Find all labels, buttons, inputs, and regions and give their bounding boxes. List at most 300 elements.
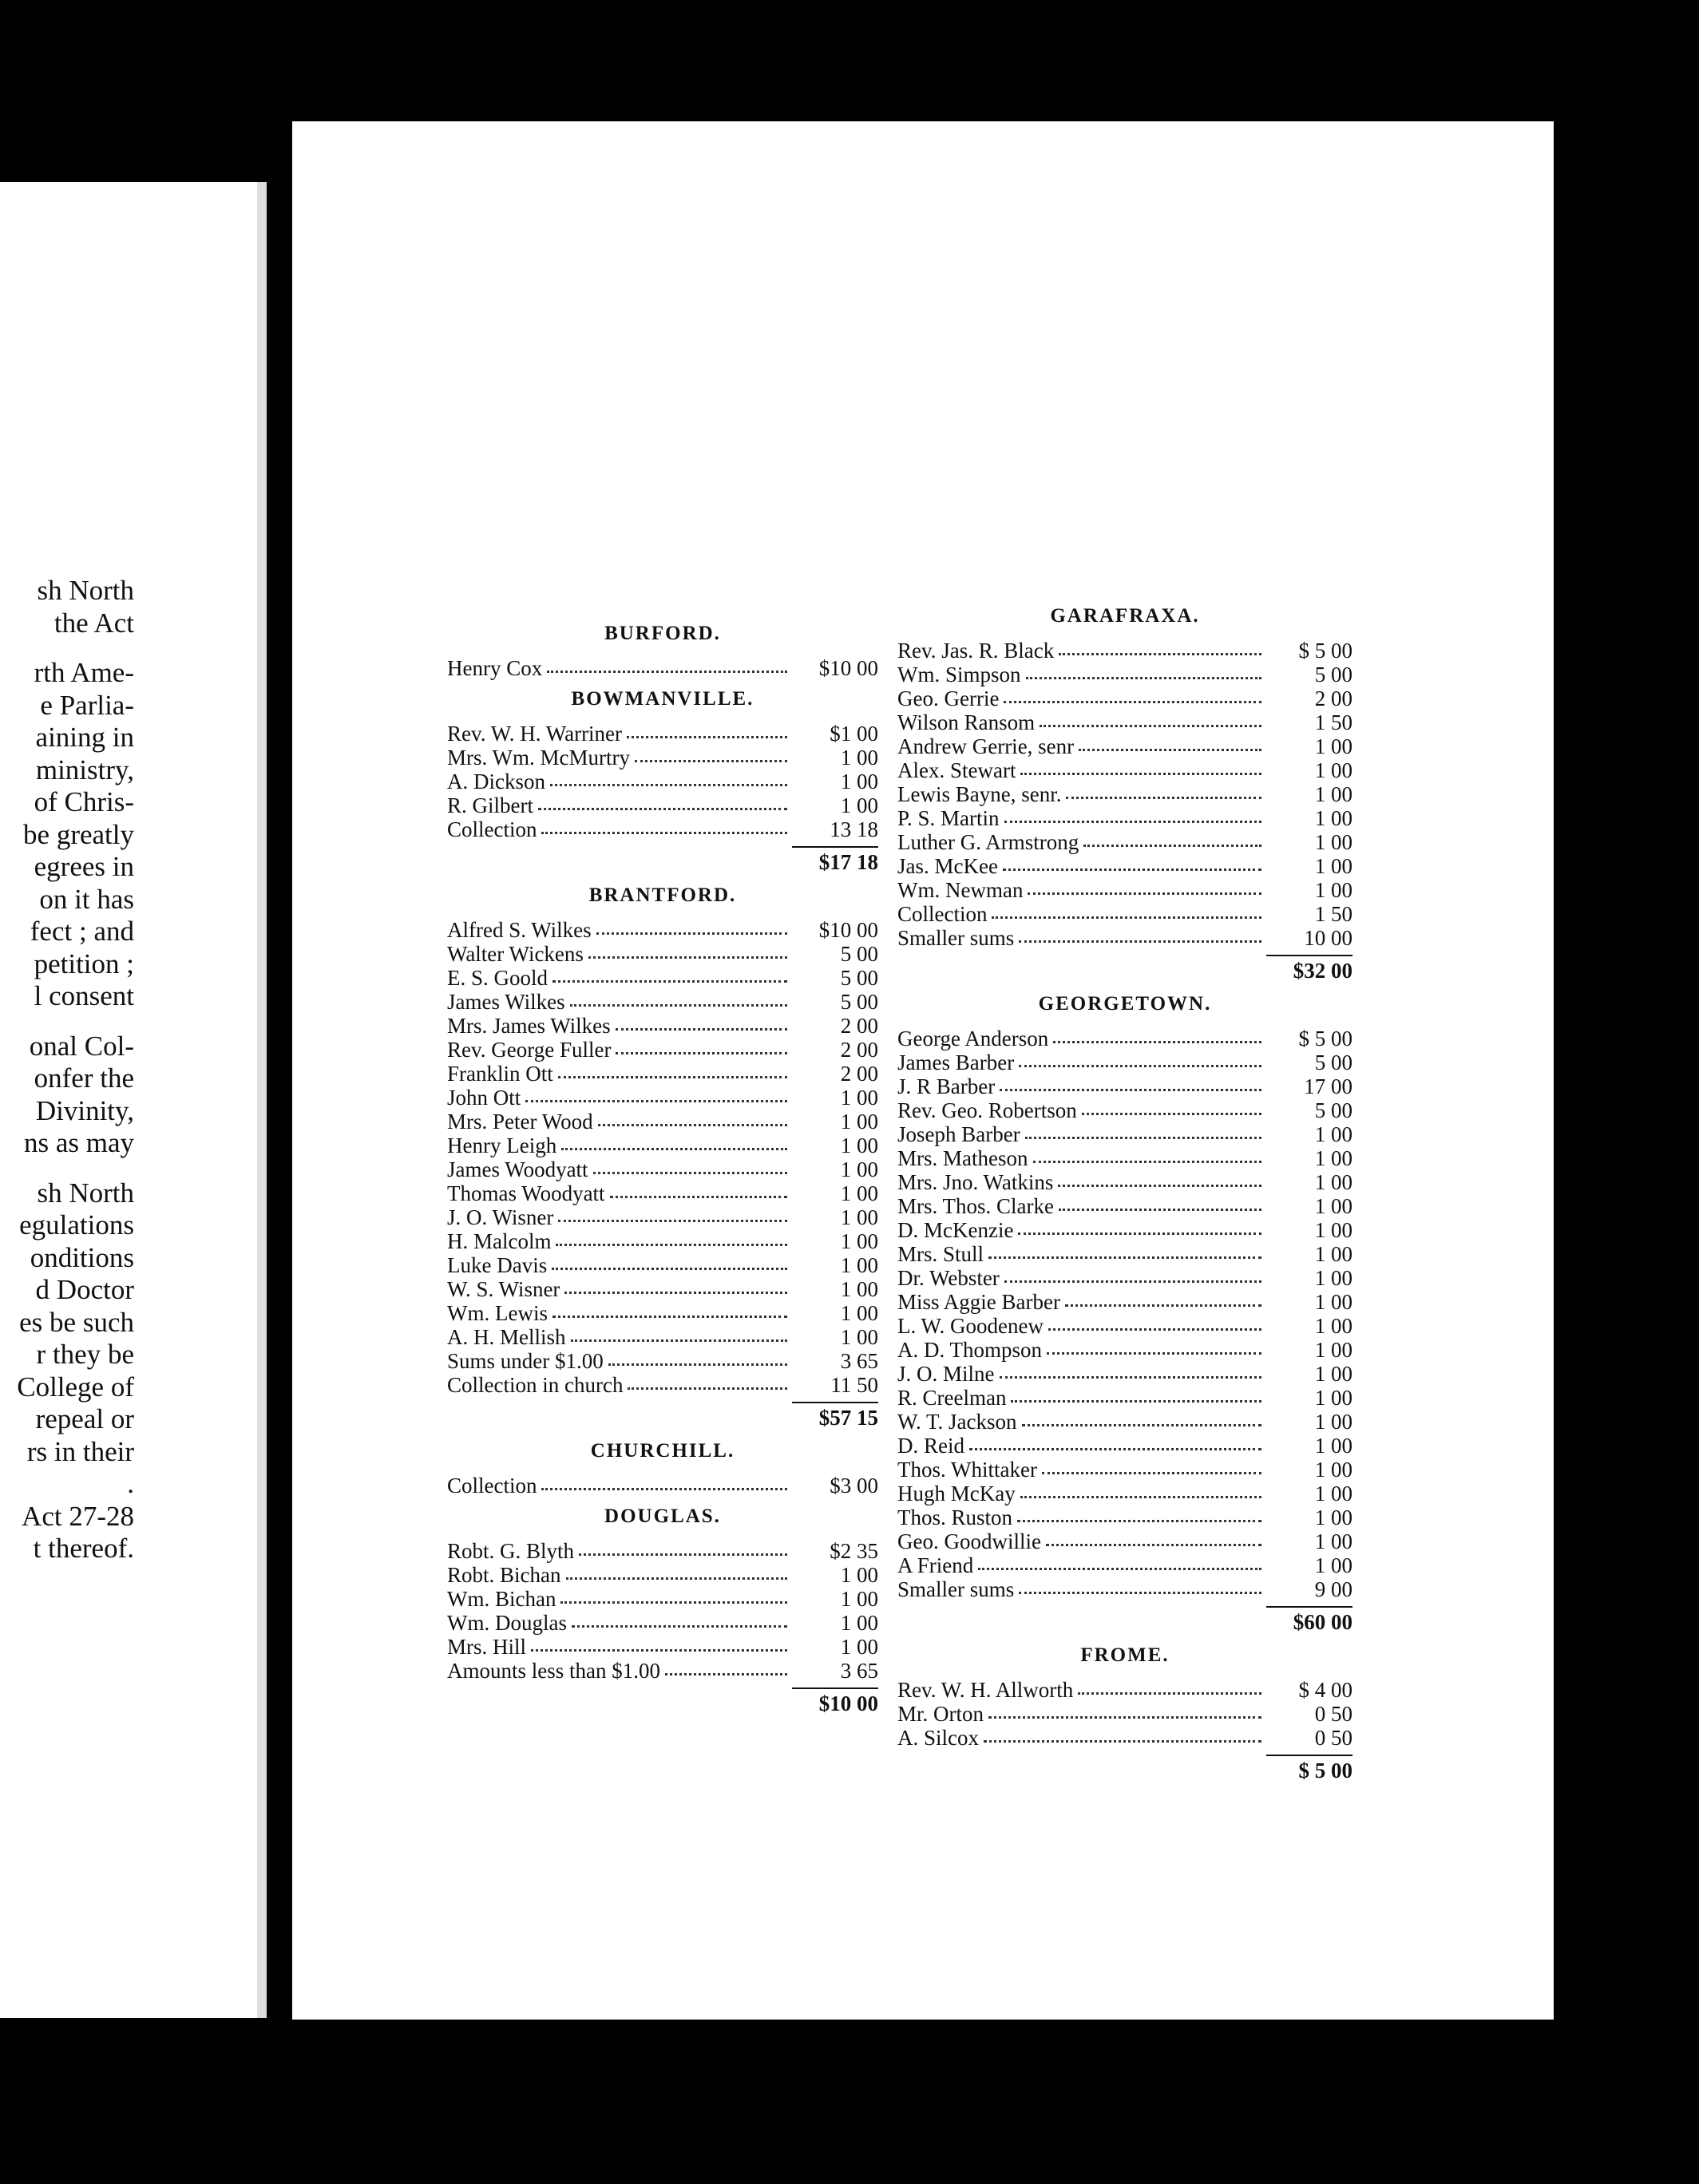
contributor-name: W. S. Wisner	[447, 1277, 560, 1301]
contributor-name: Luke Davis	[447, 1253, 548, 1277]
ledger-row	[897, 1338, 1352, 1362]
ledger-row	[447, 722, 878, 746]
contribution-amount: 5 00	[840, 990, 878, 1014]
ledger-row	[447, 746, 878, 770]
ledger-row	[897, 1290, 1352, 1314]
contributor-name: Mrs. James Wilkes	[447, 1014, 611, 1038]
leader-dots	[525, 1100, 787, 1102]
facing-page-line: petition ;	[34, 948, 134, 979]
ledger-row	[897, 1242, 1352, 1266]
leader-dots	[1019, 1592, 1261, 1594]
ledger-section	[447, 688, 878, 876]
section-title: BURFORD.	[604, 623, 721, 644]
facing-page-line: repeal or	[35, 1403, 134, 1434]
contribution-amount: 2 00	[840, 1062, 878, 1086]
contributor-name: Robt. G. Blyth	[447, 1539, 575, 1563]
contribution-amount: 17 00	[1304, 1074, 1352, 1098]
contribution-amount: 1 00	[1314, 878, 1352, 902]
ledger-row	[447, 1659, 878, 1683]
contribution-amount: 1 00	[1314, 1553, 1352, 1577]
leader-dots	[1000, 1376, 1262, 1379]
ledger-row	[897, 1505, 1352, 1529]
leader-dots	[598, 1124, 787, 1126]
contributor-name: Franklin Ott	[447, 1062, 553, 1086]
contributor-name: Jas. McKee	[897, 854, 998, 878]
section-total	[447, 1689, 878, 1718]
facing-page-line	[0, 639, 134, 657]
leader-dots	[1000, 1089, 1261, 1091]
facing-page-line: .	[127, 1468, 134, 1499]
leader-dots	[1058, 1185, 1261, 1187]
leader-dots	[1042, 1472, 1261, 1474]
contributor-name: George Anderson	[897, 1027, 1049, 1050]
leader-dots	[1020, 773, 1261, 775]
total-amount: $10 00	[818, 1691, 878, 1715]
contribution-amount: 5 00	[840, 942, 878, 966]
contributor-name: James Wilkes	[447, 990, 565, 1014]
contributor-name: Mrs. Hill	[447, 1635, 527, 1659]
contributor-name: D. Reid	[897, 1434, 964, 1458]
leader-dots	[1025, 1137, 1261, 1139]
facing-page-line: l consent	[34, 980, 134, 1011]
ledger-row	[897, 1434, 1352, 1458]
contributor-name: Wm. Bichan	[447, 1587, 556, 1611]
ledger-row	[897, 1170, 1352, 1194]
ledger-row	[897, 1482, 1352, 1505]
leader-dots	[1019, 1065, 1261, 1067]
leader-dots	[552, 1268, 787, 1270]
facing-page-line: on it has	[39, 883, 134, 915]
contribution-amount: 10 00	[1304, 926, 1352, 950]
contribution-amount: 11 50	[830, 1373, 878, 1397]
ledger-row	[447, 793, 878, 817]
facing-page-text	[0, 575, 134, 1565]
facing-page-line: egulations	[19, 1209, 134, 1240]
leader-dots	[588, 956, 787, 959]
contributor-name: E. S. Goold	[447, 966, 549, 990]
ledger-row	[447, 1038, 878, 1062]
contribution-amount: 3 65	[840, 1659, 878, 1683]
contribution-amount: 5 00	[1314, 1050, 1352, 1074]
contribution-amount: 1 00	[840, 1181, 878, 1205]
ledger-section	[897, 1644, 1352, 1785]
contribution-amount: 1 00	[1314, 1458, 1352, 1482]
contributor-name: Thomas Woodyatt	[447, 1181, 605, 1205]
ledger-row	[897, 1194, 1352, 1218]
contribution-amount: 1 00	[1314, 1122, 1352, 1146]
contributor-name: Wm. Douglas	[447, 1611, 567, 1635]
contributor-name: Dr. Webster	[897, 1266, 1000, 1290]
contributor-name: Rev. George Fuller	[447, 1038, 612, 1062]
contributor-name: A. H. Mellish	[447, 1325, 566, 1349]
contributor-name: Mrs. Jno. Watkins	[897, 1170, 1054, 1194]
ledger-section	[447, 623, 878, 680]
total-amount: $60 00	[1293, 1610, 1352, 1634]
contribution-amount: 5 00	[1314, 1098, 1352, 1122]
contribution-amount: 1 00	[840, 1611, 878, 1635]
leader-dots	[538, 808, 787, 810]
section-total	[447, 1403, 878, 1432]
leader-dots	[566, 1577, 788, 1580]
ledger-row	[897, 902, 1352, 926]
contribution-amount: 1 00	[840, 1563, 878, 1587]
contribution-amount: 1 00	[1314, 1242, 1352, 1266]
leader-dots	[1078, 1692, 1261, 1695]
section-title: GEORGETOWN.	[1038, 993, 1212, 1015]
contribution-amount: 1 00	[840, 1277, 878, 1301]
ledger-row	[447, 942, 878, 966]
contributor-name: Wm. Lewis	[447, 1301, 548, 1325]
leader-dots	[561, 1148, 787, 1150]
ledger-row	[897, 1122, 1352, 1146]
leader-dots	[531, 1649, 787, 1652]
leader-dots	[593, 1172, 787, 1174]
leader-dots	[552, 1316, 787, 1318]
leader-dots	[978, 1568, 1261, 1570]
contributor-name: Rev. W. H. Allworth	[897, 1678, 1074, 1702]
ledger-column-left	[447, 615, 878, 1724]
contribution-amount: $2 35	[830, 1539, 878, 1563]
contributor-name: Lewis Bayne, senr.	[897, 782, 1062, 806]
ledger-row	[447, 966, 878, 990]
contribution-amount: 1 00	[840, 770, 878, 793]
contribution-amount: 5 00	[840, 966, 878, 990]
ledger-row	[447, 918, 878, 942]
ledger-row	[447, 817, 878, 841]
ledger-row	[897, 1074, 1352, 1098]
contribution-amount: 0 50	[1314, 1726, 1352, 1750]
facing-page-line: rs in their	[26, 1435, 134, 1467]
contribution-amount: 1 00	[1314, 1314, 1352, 1338]
facing-page-line: ministry,	[35, 754, 134, 785]
contributor-name: J. R Barber	[897, 1074, 996, 1098]
contribution-amount: 1 00	[840, 1157, 878, 1181]
ledger-row	[447, 1134, 878, 1157]
contribution-amount: 1 00	[1314, 1410, 1352, 1434]
leader-dots	[988, 1256, 1261, 1259]
ledger-row	[447, 1563, 878, 1587]
ledger-row	[447, 1325, 878, 1349]
ledger-row	[447, 1349, 878, 1373]
leader-dots	[1022, 1424, 1262, 1426]
leader-dots	[547, 671, 787, 673]
leader-dots	[1048, 1328, 1261, 1331]
facing-page-line: egrees in	[34, 851, 134, 882]
ledger-row	[897, 1678, 1352, 1702]
section-title: DOUGLAS.	[604, 1505, 721, 1527]
contribution-amount: 1 00	[840, 1229, 878, 1253]
ledger-row	[447, 1205, 878, 1229]
contributor-name: L. W. Goodenew	[897, 1314, 1044, 1338]
ledger-row	[447, 1086, 878, 1110]
contributor-name: Collection in church	[447, 1373, 624, 1397]
contribution-amount: 1 00	[1314, 1170, 1352, 1194]
contribution-amount: 1 00	[840, 793, 878, 817]
ledger-row	[897, 1362, 1352, 1386]
ledger-row	[897, 1027, 1352, 1050]
contribution-amount: 1 00	[1314, 806, 1352, 830]
leader-dots	[1053, 1041, 1261, 1043]
ledger-row	[897, 1529, 1352, 1553]
leader-dots	[560, 1601, 787, 1604]
contribution-amount: 2 00	[1314, 686, 1352, 710]
facing-page-line: sh North	[37, 575, 134, 606]
leader-dots	[552, 980, 787, 983]
contribution-amount: 13 18	[830, 817, 878, 841]
contribution-amount: 1 00	[1314, 1529, 1352, 1553]
leader-dots	[1059, 653, 1261, 655]
ledger-row	[897, 1458, 1352, 1482]
contribution-amount: 2 00	[840, 1038, 878, 1062]
section-total	[447, 848, 878, 876]
contribution-amount: $10 00	[818, 918, 878, 942]
ledger-row	[447, 1157, 878, 1181]
ledger-row	[447, 1539, 878, 1563]
section-title: BRANTFORD.	[588, 884, 737, 906]
ledger-row	[447, 1587, 878, 1611]
leader-dots	[984, 1740, 1261, 1743]
facing-page-line: aining in	[35, 722, 134, 753]
contributor-name: Smaller sums	[897, 926, 1015, 950]
ledger-row	[897, 639, 1352, 663]
leader-dots	[558, 1220, 787, 1222]
ledger-row	[897, 1702, 1352, 1726]
leader-dots	[628, 1387, 787, 1390]
ledger-row	[447, 1229, 878, 1253]
contribution-amount: 1 00	[840, 1134, 878, 1157]
contribution-amount: 1 00	[1314, 854, 1352, 878]
facing-page-line: es be such	[19, 1306, 134, 1338]
contribution-amount: 1 00	[840, 1205, 878, 1229]
leader-dots	[635, 760, 787, 762]
leader-dots	[1082, 1113, 1261, 1115]
ledger-row	[897, 1050, 1352, 1074]
contributor-name: Mrs. Peter Wood	[447, 1110, 593, 1134]
contributor-name: A. Silcox	[897, 1726, 980, 1750]
contributor-name: Henry Leigh	[447, 1134, 557, 1157]
ledger-row	[447, 990, 878, 1014]
contributor-name: Mrs. Matheson	[897, 1146, 1028, 1170]
contributor-name: Mrs. Wm. McMurtry	[447, 746, 630, 770]
ledger-row	[897, 1266, 1352, 1290]
contribution-amount: 1 00	[1314, 1194, 1352, 1218]
leader-dots	[1004, 1280, 1261, 1283]
contribution-amount: 1 00	[840, 1086, 878, 1110]
facing-page-line: Divinity,	[35, 1094, 134, 1126]
leader-dots	[1011, 1400, 1261, 1403]
contributor-name: Henry Cox	[447, 656, 543, 680]
contribution-amount: 1 00	[840, 1325, 878, 1349]
facing-page-line: of Chris-	[34, 786, 134, 817]
ledger-row	[447, 1110, 878, 1134]
leader-dots	[1079, 749, 1261, 751]
ledger-row	[897, 1410, 1352, 1434]
page-gutter	[257, 182, 267, 2018]
total-amount: $17 18	[818, 850, 878, 874]
leader-dots	[1026, 677, 1261, 679]
contributor-name: J. O. Milne	[897, 1362, 995, 1386]
facing-page-line	[0, 1013, 134, 1031]
contributor-name: Mrs. Stull	[897, 1242, 984, 1266]
contribution-amount: $ 4 00	[1298, 1678, 1352, 1702]
ledger-row	[897, 1218, 1352, 1242]
ledger-row	[447, 1635, 878, 1659]
contributor-name: Wilson Ransom	[897, 710, 1036, 734]
contributor-name: Amounts less than $1.00	[447, 1659, 660, 1683]
leader-dots	[992, 916, 1261, 919]
leader-dots	[558, 1076, 787, 1078]
contributor-name: Wm. Simpson	[897, 663, 1021, 686]
ledger-row	[897, 1098, 1352, 1122]
contribution-amount: 1 00	[840, 1253, 878, 1277]
leader-dots	[564, 1292, 787, 1294]
leader-dots	[570, 1004, 787, 1007]
ledger-row	[447, 1277, 878, 1301]
section-total	[897, 1756, 1352, 1785]
ledger-row	[897, 734, 1352, 758]
leader-dots	[610, 1196, 787, 1198]
ledger-row	[447, 1062, 878, 1086]
leader-dots	[1020, 1496, 1261, 1498]
contributor-name: J. O. Wisner	[447, 1205, 554, 1229]
ledger-row	[447, 1474, 878, 1498]
section-title: FROME.	[1080, 1644, 1170, 1666]
contribution-amount: 0 50	[1314, 1702, 1352, 1726]
facing-page-line: onal Col-	[29, 1030, 134, 1062]
facing-page-line: t thereof.	[33, 1533, 134, 1564]
contribution-amount: 1 00	[840, 1110, 878, 1134]
ledger-row	[897, 686, 1352, 710]
facing-page-line: rth Ame-	[34, 657, 134, 688]
ledger-row	[897, 1553, 1352, 1577]
leader-dots	[541, 832, 787, 834]
contributor-name: Mr. Orton	[897, 1702, 984, 1726]
leader-dots	[596, 932, 787, 935]
leader-dots	[1046, 1544, 1261, 1546]
contribution-amount: $10 00	[818, 656, 878, 680]
contributor-name: Thos. Whittaker	[897, 1458, 1037, 1482]
leader-dots	[1040, 725, 1261, 727]
total-amount: $32 00	[1293, 959, 1352, 983]
contribution-amount: $ 5 00	[1298, 639, 1352, 663]
ledger-row	[897, 758, 1352, 782]
facing-page-line: Act 27-28	[22, 1500, 134, 1532]
ledger-row	[897, 1146, 1352, 1170]
contributor-name: W. T. Jackson	[897, 1410, 1017, 1434]
section-total	[897, 1608, 1352, 1636]
leader-dots	[665, 1673, 787, 1676]
contribution-amount: 1 50	[1314, 902, 1352, 926]
total-amount: $ 5 00	[1298, 1759, 1352, 1782]
contribution-amount: 1 00	[1314, 1482, 1352, 1505]
contributor-name: Miss Aggie Barber	[897, 1290, 1060, 1314]
contribution-amount: 1 50	[1314, 710, 1352, 734]
contribution-amount: 1 00	[840, 1635, 878, 1659]
contributor-name: Andrew Gerrie, senr	[897, 734, 1075, 758]
contribution-amount: 1 00	[840, 1587, 878, 1611]
contribution-amount: 9 00	[1314, 1577, 1352, 1601]
ledger-row	[447, 1301, 878, 1325]
ledger-row	[897, 806, 1352, 830]
contribution-amount: 1 00	[1314, 782, 1352, 806]
ledger-row	[897, 854, 1352, 878]
facing-page-line: d Doctor	[35, 1274, 134, 1305]
facing-page-line: e Parlia-	[40, 689, 134, 721]
contributor-name: Rev. Geo. Robertson	[897, 1098, 1077, 1122]
leader-dots	[1017, 1520, 1261, 1522]
ledger-section	[447, 884, 878, 1432]
facing-page-line	[0, 1160, 134, 1177]
ledger-row	[447, 1014, 878, 1038]
contributor-name: R. Creelman	[897, 1386, 1007, 1410]
contributor-name: Sums under $1.00	[447, 1349, 604, 1373]
facing-page-line: the Act	[53, 607, 134, 639]
ledger-row	[447, 1373, 878, 1397]
contributor-name: James Woodyatt	[447, 1157, 588, 1181]
leader-dots	[1003, 868, 1261, 871]
contributor-name: A. Dickson	[447, 770, 545, 793]
total-amount: $57 15	[818, 1406, 878, 1430]
facing-page-line: ns as may	[23, 1127, 134, 1158]
contributor-name: H. Malcolm	[447, 1229, 552, 1253]
leader-dots	[550, 784, 787, 786]
section-title: BOWMANVILLE.	[571, 688, 754, 710]
contribution-amount: 1 00	[1314, 1266, 1352, 1290]
contributor-name: Joseph Barber	[897, 1122, 1020, 1146]
contribution-amount: 1 00	[1314, 758, 1352, 782]
facing-page-line: onfer the	[34, 1062, 134, 1094]
contribution-amount: 1 00	[840, 1301, 878, 1325]
facing-page-line: sh North	[37, 1177, 134, 1209]
contributor-name: Walter Wickens	[447, 942, 584, 966]
contribution-amount: 1 00	[840, 746, 878, 770]
facing-page-line: be greatly	[23, 818, 134, 850]
contribution-amount: 1 00	[1314, 734, 1352, 758]
facing-page-line: onditions	[30, 1241, 134, 1273]
contribution-amount: 1 00	[1314, 830, 1352, 854]
leader-dots	[608, 1363, 787, 1366]
contributor-name: Hugh McKay	[897, 1482, 1016, 1505]
contributor-name: R. Gilbert	[447, 793, 533, 817]
contribution-amount: $ 5 00	[1298, 1027, 1352, 1050]
leader-dots	[1018, 1232, 1261, 1235]
ledger-row	[897, 1577, 1352, 1601]
ledger-row	[897, 1386, 1352, 1410]
contribution-amount: $1 00	[830, 722, 878, 746]
ledger-row	[897, 1726, 1352, 1750]
contributor-name: Mrs. Thos. Clarke	[897, 1194, 1054, 1218]
facing-page-line: College of	[17, 1371, 134, 1403]
leader-dots	[627, 736, 787, 738]
contributor-name: Collection	[447, 817, 537, 841]
leader-dots	[1028, 892, 1261, 895]
ledger-section	[447, 1505, 878, 1718]
contribution-amount: 1 00	[1314, 1338, 1352, 1362]
leader-dots	[541, 1488, 787, 1490]
section-title: CHURCHILL.	[590, 1440, 735, 1462]
ledger-row	[447, 770, 878, 793]
ledger-row	[897, 878, 1352, 902]
ledger-section	[897, 993, 1352, 1636]
contribution-amount: 3 65	[840, 1349, 878, 1373]
leader-dots	[1033, 1161, 1262, 1163]
leader-dots	[1066, 797, 1261, 799]
contribution-amount: 1 00	[1314, 1290, 1352, 1314]
ledger-row	[447, 1611, 878, 1635]
contributor-name: Wm. Newman	[897, 878, 1024, 902]
ledger-row	[897, 710, 1352, 734]
contribution-amount: $3 00	[830, 1474, 878, 1498]
